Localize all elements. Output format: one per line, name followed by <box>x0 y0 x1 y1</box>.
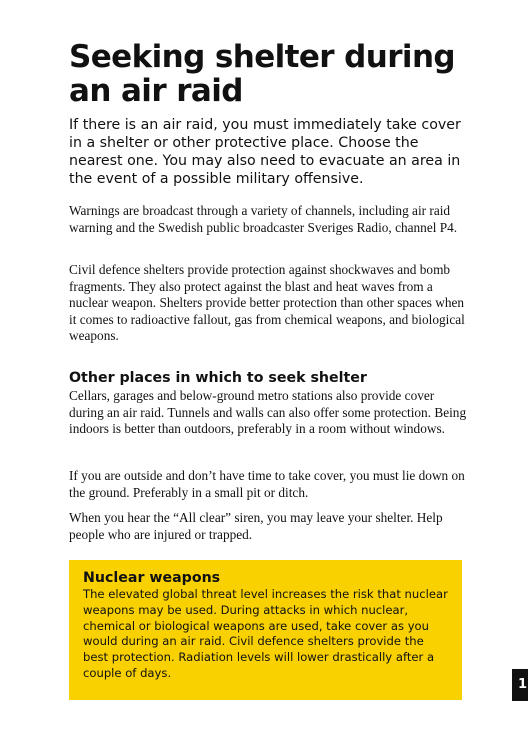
lead-paragraph: If there is an air raid, you must immediately take cover in a shelter or other protective place. Choose the nearest one. You may also need to evacuate an area in the event of a possible military offensive. <box>69 117 461 187</box>
body-paragraph-warnings: Warnings are broadcast through a variety of channels, including air raid warning and the Swedish public broadcaster Sveriges Radio, channel P4. <box>69 203 458 235</box>
page-title: Seeking shelter during an air raid <box>69 39 456 109</box>
section-paragraph-all-clear: When you hear the “All clear” siren, you may leave your shelter. Help people who are injured or trapped. <box>69 510 443 542</box>
section-paragraph-outside: If you are outside and don’t have time to take cover, you must lie down on the ground. Preferably in a small pit or ditch. <box>69 468 465 500</box>
callout-text: The elevated global threat level increases the risk that nuclear weapons may be used. During attacks in which nuclear, chemical or biological weapons are used, take cover as you would during an air raid. Civil defence shelters provide the best protection. Radiation levels will lower drastically after a couple of days. <box>83 587 448 680</box>
page-number-tab: 1 <box>512 669 528 701</box>
section-heading: Other places in which to seek shelter <box>69 370 367 386</box>
body-paragraph-shelters: Civil defence shelters provide protection against shockwaves and bomb fragments. They also protect against the blast and heat waves from a nuclear weapon. Shelters provide better protection than other spaces when it comes to radioactive fallout, gas from chemical weapons, and biological weapons. <box>69 262 465 343</box>
section-paragraph-cellars: Cellars, garages and below-ground metro stations also provide cover during an air raid. Tunnels and walls can also offer some protection. Being indoors is better than outdoors, preferably in a room without windows. <box>69 388 467 436</box>
nuclear-weapons-callout <box>69 560 462 700</box>
callout-heading: Nuclear weapons <box>83 570 221 586</box>
